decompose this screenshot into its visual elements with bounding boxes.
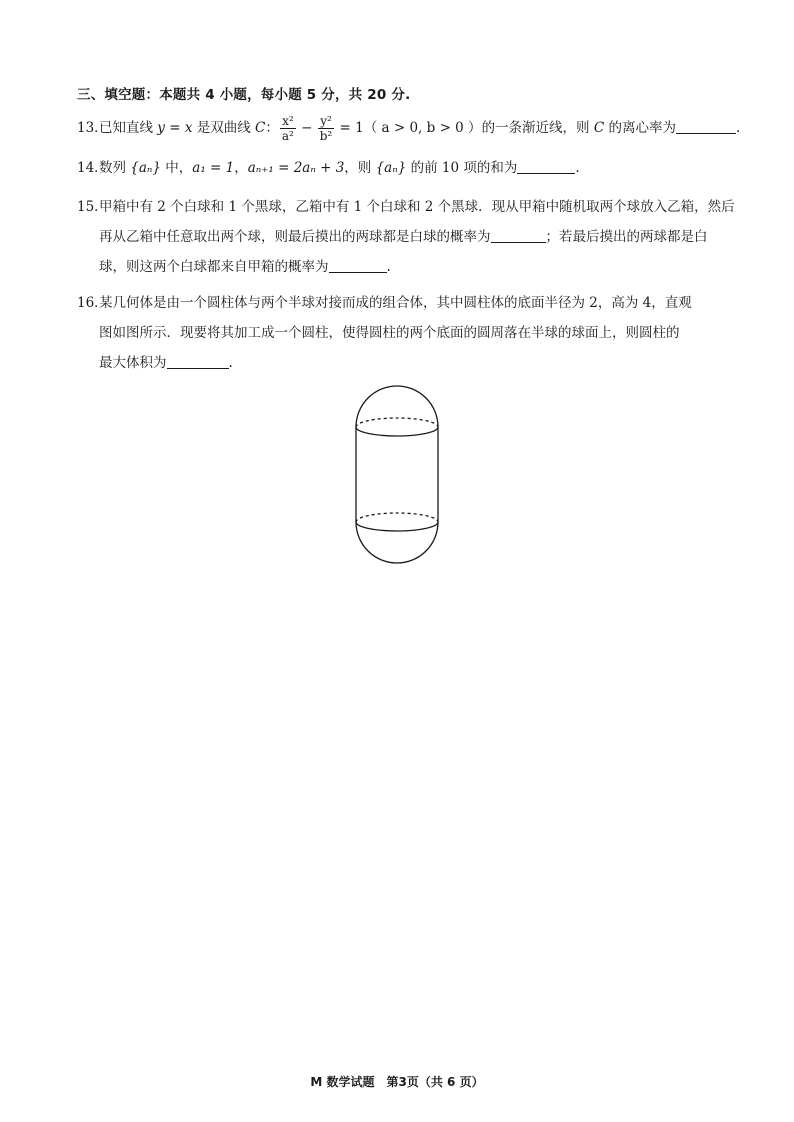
question-number: 14． — [77, 160, 108, 176]
line-equation: y = x — [157, 120, 193, 136]
answer-blank-15b[interactable] — [329, 258, 387, 273]
page-footer: M 数学试题 第3页（共 6 页） — [310, 1075, 484, 1089]
bottom-ellipse-back — [356, 513, 438, 522]
question-13: 13．已知直线 y = x 是双曲线 C： $\frac{\text{x²}}{\text{a²}}$ − $\frac{\text{y²}}{\text{b²}}$ = 1（ a > 0, b > 0 ）的一条渐近线，则 C 的离心率为 . — [77, 114, 741, 143]
capsule-figure — [350, 380, 444, 570]
capsule-diagram — [350, 380, 444, 566]
top-ellipse-back — [356, 418, 438, 427]
bottom-ellipse-front — [356, 522, 438, 531]
question-16: 16．某几何体是由一个圆柱体与两个半球对接而成的组合体，其中圆柱体的底面半径为 2，高为 4，直观 图如图所示．现要将其加工成一个圆柱，使得圆柱的两个底面的圆周落在半球的球面上，则圆柱的 最大体积为 . — [77, 288, 692, 378]
answer-blank-14[interactable] — [517, 159, 575, 174]
answer-blank-13[interactable] — [676, 119, 736, 134]
section-title: 三、填空题：本题共 4 小题，每小题 5 分，共 20 分. — [77, 87, 411, 103]
question-number: 16． — [77, 295, 108, 311]
question-15: 15．甲箱中有 2 个白球和 1 个黑球，乙箱中有 1 个白球和 2 个黑球．现从甲箱中随机取两个球放入乙箱，然后 再从乙箱中任意取出两个球，则最后摸出的两球都是白球的概率为 ；若最后摸出的两球都是白 球，则这两个白球都来自甲箱的概率为 . — [77, 192, 735, 282]
question-14: 14．数列 {aₙ} 中，a₁ = 1，aₙ₊₁ = 2aₙ + 3，则 {aₙ} 的前 10 项的和为 . — [77, 153, 580, 183]
condition: （ a > 0, b > 0 ） — [363, 120, 482, 136]
fraction-y-over-b: $\frac{\text{y²}}{\text{b²}}$ — [319, 114, 333, 143]
recurrence: aₙ₊₁ = 2aₙ + 3 — [247, 160, 345, 176]
question-number: 13． — [77, 120, 108, 136]
fraction-x-over-a: $\frac{\text{x²}}{\text{a²}}$ — [281, 114, 294, 143]
answer-blank-15a[interactable] — [491, 228, 546, 243]
top-ellipse-front — [356, 427, 438, 436]
answer-blank-16[interactable] — [167, 354, 229, 369]
question-number: 15． — [77, 199, 108, 215]
